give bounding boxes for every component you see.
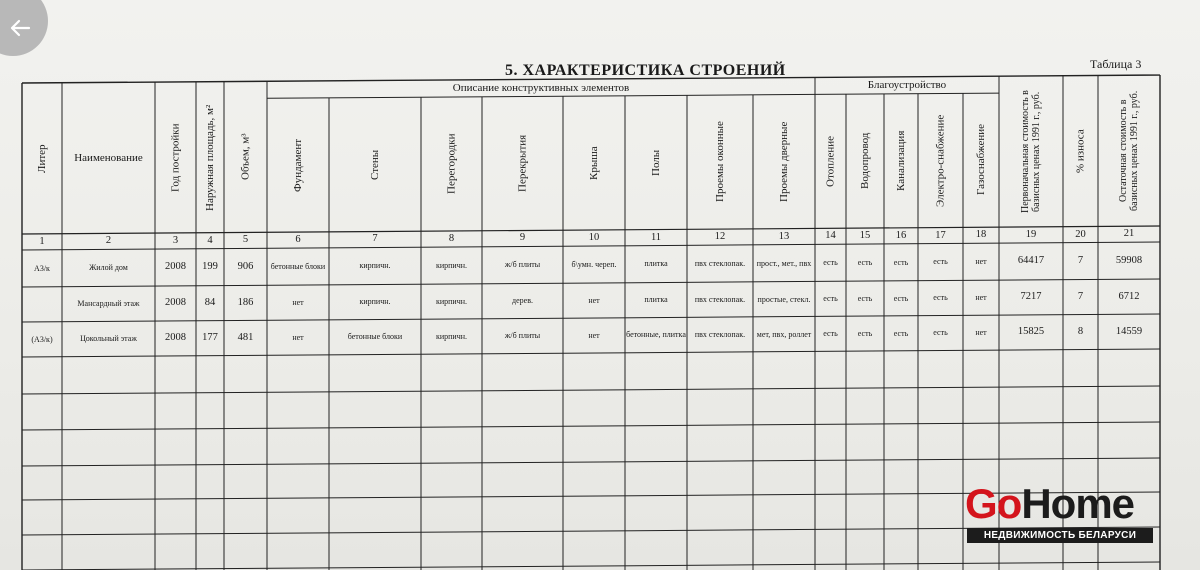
back-arrow-icon <box>9 17 31 39</box>
column-number: 17 <box>935 229 946 241</box>
table-cell-walls: бетонные блоки <box>347 332 403 342</box>
column-header-text: Перегородки <box>445 133 458 195</box>
table-cell-foundation: бетонные блоки <box>270 261 326 271</box>
table-cell-initial-cost: 64417 <box>1017 255 1045 267</box>
table-cell-year: 2008 <box>165 261 186 273</box>
column-header-text: Проемы оконные <box>713 121 726 203</box>
column-header-foundation <box>267 98 329 232</box>
column-number: 20 <box>1075 228 1086 240</box>
table-cell-year: 2008 <box>165 332 186 344</box>
column-header-text: Перекрытия <box>516 134 529 193</box>
column-number: 12 <box>714 231 726 243</box>
column-header-text: Фундамент <box>291 138 304 192</box>
column-header-volume <box>224 81 267 232</box>
column-header-wear <box>1063 76 1098 227</box>
column-header-area <box>196 82 224 233</box>
column-header-text: Стены <box>368 149 381 180</box>
column-header-residual-cost <box>1098 75 1160 226</box>
column-header-text: Полы <box>649 149 662 176</box>
column-number: 6 <box>295 234 301 246</box>
column-header-year <box>155 82 196 233</box>
column-number: 11 <box>650 231 662 243</box>
column-header-text: Остаточная стоимость в базисных ценах 1991 г., руб. <box>1118 90 1140 211</box>
column-number: 3 <box>172 234 179 246</box>
header-group-construction: Описание конструктивных элементов <box>452 81 630 94</box>
logo-go-text: Go <box>965 480 1022 527</box>
logo-home-text: Home <box>1021 480 1135 527</box>
table-cell-walls: кирпичн. <box>359 261 391 271</box>
table-cell-heating: есть <box>823 294 838 304</box>
table-cell-residual-cost: 6712 <box>1118 290 1140 302</box>
column-header-text: Газоснабжение <box>974 124 987 196</box>
column-header-initial-cost <box>999 76 1063 227</box>
table-cell-volume: 481 <box>237 331 254 343</box>
table-cell-roof: нет <box>588 295 600 305</box>
table-cell-name: Мансардный этаж <box>77 299 140 309</box>
column-header-partitions <box>421 97 482 231</box>
table-cell-gas: нет <box>975 328 987 338</box>
column-number: 15 <box>859 230 871 242</box>
table-cell-residual-cost: 14559 <box>1115 325 1143 337</box>
table-cell-residual-cost: 59908 <box>1115 254 1143 266</box>
table-cell-window-openings: пвх стеклопак. <box>694 330 746 339</box>
table-cell-door-openings: прост., мет., пвх <box>756 258 812 268</box>
table-cell-liter <box>22 287 62 322</box>
document-title: 5. ХАРАКТЕРИСТИКА СТРОЕНИЙ <box>505 62 786 79</box>
column-header-door-openings <box>753 95 815 229</box>
column-header-text: % износа <box>1074 129 1087 173</box>
column-header-text: Электро-снабжение <box>934 114 947 207</box>
table-cell-water: есть <box>857 293 873 303</box>
table-cell-volume: 906 <box>237 260 254 272</box>
column-number: 2 <box>105 235 112 247</box>
column-header-liter <box>22 83 62 234</box>
column-header-heating <box>815 94 846 228</box>
column-number: 4 <box>207 234 213 246</box>
column-number: 19 <box>1025 228 1037 240</box>
table-cell-name: Жилой дом <box>89 263 128 273</box>
table-cell-floors-slabs: ж/б плиты <box>504 331 541 341</box>
table-cell-wear: 7 <box>1077 291 1084 303</box>
table-cell-roof: б\умн. череп. <box>571 259 617 269</box>
table-cell-partitions: кирпичн. <box>435 296 468 306</box>
table-cell-heating: есть <box>823 258 838 268</box>
table-cell-gas: нет <box>975 293 987 303</box>
table-cell-sewer: есть <box>893 328 909 338</box>
table-cell-floors: плитка <box>644 259 668 269</box>
column-number: 13 <box>778 230 790 242</box>
logo-tagline: НЕДВИЖИМОСТЬ БЕЛАРУСИ <box>967 528 1153 543</box>
table-cell-wear: 7 <box>1077 255 1084 267</box>
column-header-text: Крыша <box>587 146 600 180</box>
table-cell-partitions: кирпичн. <box>435 260 468 270</box>
table-cell-window-openings: пвх стеклопак. <box>694 259 746 268</box>
table-cell-floors: бетонные, плитка <box>626 330 686 340</box>
table-cell-electric: есть <box>933 257 948 267</box>
table-cell-electric: есть <box>933 328 948 338</box>
column-number: 5 <box>242 234 249 246</box>
table-cell-water: есть <box>857 257 873 267</box>
table-cell-sewer: есть <box>893 293 909 303</box>
column-header-sewer <box>884 94 918 228</box>
column-number: 16 <box>895 229 907 241</box>
column-header-text: Первоначальная стоимость в базисных ценах 1991 г., руб. <box>1020 89 1042 213</box>
column-number: 18 <box>975 229 987 241</box>
column-header-text: Канализация <box>894 130 907 192</box>
column-header-gas <box>963 93 999 227</box>
table-cell-initial-cost: 15825 <box>1017 326 1045 338</box>
header-group-amenities: Благоустройство <box>867 78 947 91</box>
table-cell-water: есть <box>857 328 873 338</box>
table-cell-walls: кирпичн. <box>359 297 391 307</box>
column-header-floors <box>625 96 687 230</box>
column-header-text: Литер <box>35 144 48 173</box>
column-number: 1 <box>39 235 45 247</box>
table-cell-partitions: кирпичн. <box>435 331 468 341</box>
table-cell-wear: 8 <box>1077 326 1084 338</box>
table-number: Таблица 3 <box>1090 57 1142 71</box>
column-header-water <box>846 94 884 228</box>
column-header-text: Отопление <box>824 135 837 187</box>
table-cell-liter: А3/к <box>34 263 50 273</box>
column-header-floors-slabs <box>482 96 563 230</box>
column-header-roof <box>563 96 625 230</box>
column-header-text: Наружная площадь, м² <box>203 104 216 211</box>
column-number: 21 <box>1123 228 1135 240</box>
table-cell-initial-cost: 7217 <box>1020 291 1042 303</box>
table-cell-area: 84 <box>204 297 216 309</box>
table-cell-liter: (А3/к) <box>31 334 53 344</box>
column-header-text: Год постройки <box>169 123 182 192</box>
table-cell-floors-slabs: дерев. <box>512 296 533 306</box>
table-cell-floors-slabs: ж/б плиты <box>504 260 541 270</box>
table-cell-gas: нет <box>975 257 987 267</box>
table-cell-door-openings: мет, пвх, роллет <box>756 329 812 339</box>
table-cell-year: 2008 <box>165 297 186 309</box>
column-number: 9 <box>519 232 526 244</box>
column-header-electric <box>918 94 963 228</box>
table-cell-area: 199 <box>202 261 218 273</box>
table-cell-window-openings: пвх стеклопак. <box>694 295 746 304</box>
column-number: 7 <box>372 233 378 245</box>
column-header-text: Объем, м³ <box>239 133 252 181</box>
table-cell-volume: 186 <box>237 296 254 308</box>
column-header-walls <box>329 98 421 232</box>
column-header-window-openings <box>687 95 753 229</box>
table-cell-door-openings: простые, стекл. <box>757 294 811 304</box>
table-cell-foundation: нет <box>292 297 304 307</box>
gohome-logo <box>965 482 1155 544</box>
column-header-name: Наименование <box>74 151 143 164</box>
table-cell-foundation: нет <box>292 332 304 342</box>
table-cell-name: Цокольный этаж <box>80 334 137 344</box>
table-cell-roof: нет <box>588 330 600 340</box>
table-cell-heating: есть <box>823 329 838 339</box>
table-cell-floors: плитка <box>644 295 668 305</box>
column-number: 14 <box>825 230 836 242</box>
table-cell-sewer: есть <box>893 257 909 267</box>
column-number: 10 <box>588 231 600 243</box>
table-cell-area: 177 <box>202 332 218 344</box>
table-cell-electric: есть <box>933 293 948 303</box>
column-header-text: Водопровод <box>858 132 871 190</box>
column-header-text: Проемы дверные <box>777 121 790 202</box>
column-number: 8 <box>448 232 455 244</box>
